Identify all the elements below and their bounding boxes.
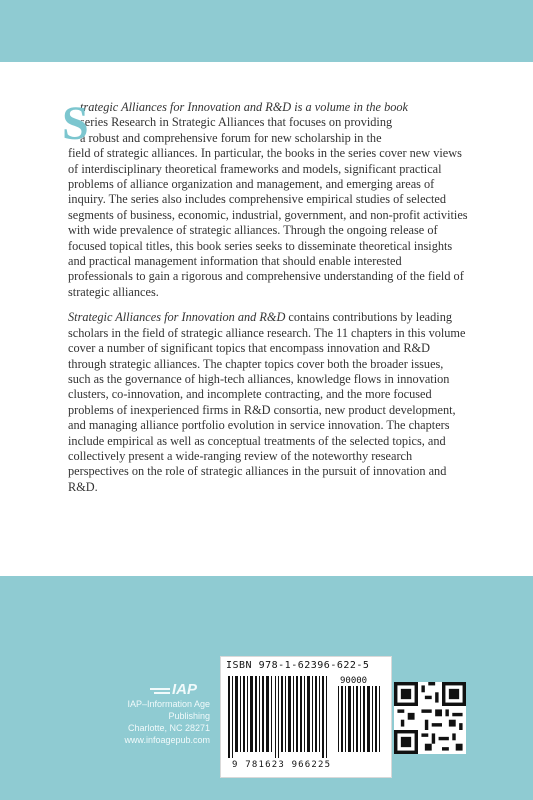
p1-line1: trategic Alliances for Innovation and R&D is a volume in the book — [80, 100, 408, 114]
p2-italic-title: Strategic Alliances for Innovation and R&D — [68, 310, 286, 325]
p2-text: contains contributions by leading scholars in the field of strategic alliance research. The 11 chapters in this volume cover a number of significant topics that encompass innovation and R&D through strategic alliances. The chapter topics cover both the broader issues, such as the governance of high-tech alliances, knowledge flows in innovation clusters, co-innovation, and incomplete contracting, and the more focused problems of inexperienced firms in R&D consortia, new product development, and managing alliance portfolio evolution in service innovation. The chapters include empirical as well as conceptual treatments of the selected topics, and collectively present a wide-ranging review of the noteworthy research perspectives on the role of strategic alliances in the pursuit of innovation and R&D. — [68, 310, 466, 494]
p1-line2: series Research in Strategic Alliances that focuses on providing — [80, 115, 393, 130]
dropcap: S — [62, 97, 89, 150]
top-band — [0, 0, 533, 62]
qr-code-icon — [394, 682, 466, 754]
addon-barcode — [338, 686, 384, 752]
ean-barcode — [228, 676, 338, 758]
barcode-digits: 9 781623 966225 — [232, 760, 332, 770]
publisher-website: www.infoagepub.com — [124, 735, 210, 745]
publisher-city: Charlotte, NC 28271 — [127, 723, 210, 733]
blurb-body — [62, 97, 468, 505]
qr-code — [394, 682, 466, 754]
paragraph-2 — [68, 310, 468, 495]
publisher-info — [85, 690, 210, 746]
price-code: 90000 — [340, 676, 368, 686]
publisher-name: IAP–Information Age Publishing — [127, 699, 210, 721]
paragraph-1 — [62, 97, 468, 300]
p1-line3: a robust and comprehensive forum for new scholarship in the — [80, 130, 382, 145]
p1-rest: field of strategic alliances. In particular, the books in the series cover new views of interdisciplinary theoretical frameworks and models, significant practical problems of alliance organization and management, and emerging areas of inquiry. The series also includes comprehensive empirical studies of selected segments of business, economic, industrial, government, and non-profit activities with wide prevalence of strategic alliances. Through the ongoing release of focused topical titles, this book series seeks to disseminate theoretical insights and practical management information that should enable interested professionals to gain a rigorous and comprehensive understanding of the field of strategic alliances. — [68, 146, 468, 299]
isbn-label: ISBN 978-1-62396-622-5 — [226, 660, 370, 671]
iap-logo-text: IAP — [172, 681, 198, 696]
